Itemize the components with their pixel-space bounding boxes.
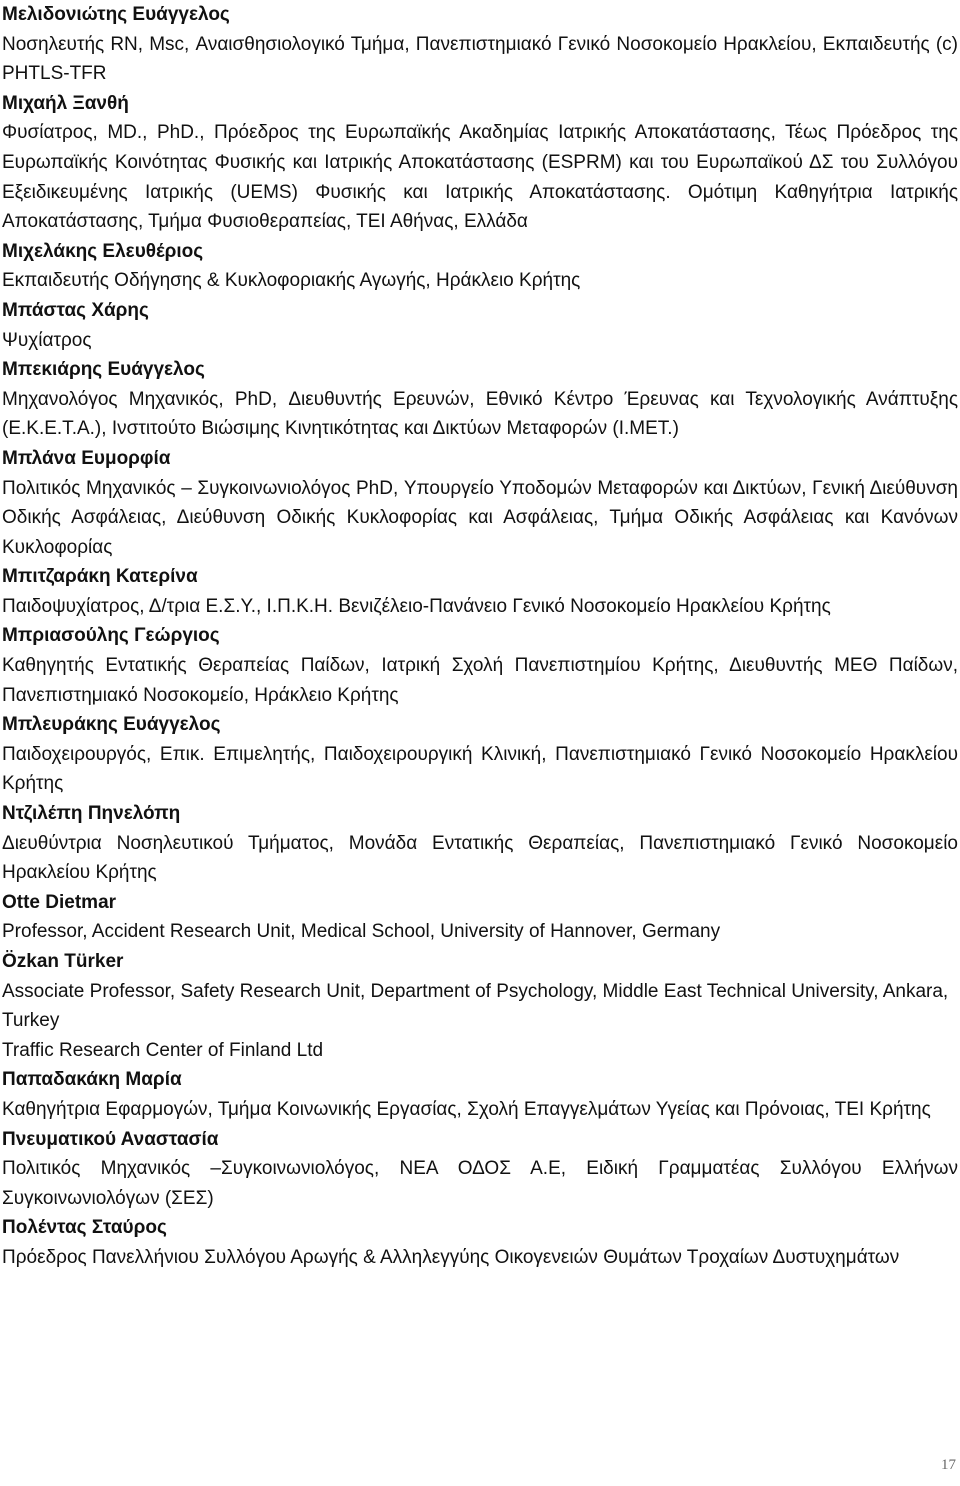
person-role: Μηχανολόγος Μηχανικός, PhD, Διευθυντής Ερευνών, Εθνικό Κέντρο Έρευνας και Τεχνολογικής Ανάπτυξης (Ε.Κ.Ε.Τ.Α.), Ινστιτούτο Βιώσιμης Κινητικότητας και Δικτύων Μεταφορών (Ι.ΜΕΤ.) [2, 388, 958, 440]
person-name: Μελιδονιώτης Ευάγγελος [2, 4, 230, 25]
person-entry [2, 710, 958, 799]
person-entry [2, 0, 958, 89]
person-role: Πολιτικός Μηχανικός –Συγκοινωνιολόγος, ΝΕΑ ΟΔΟΣ Α.Ε, Ειδική Γραμματέας Συλλόγου Ελλήνων Συγκοινωνιολόγων (ΣΕΣ) [2, 1158, 958, 1209]
person-name: Μιχελάκης Ελευθέριος [2, 240, 204, 262]
person-name: Πνευματικού Αναστασία [2, 1128, 219, 1150]
person-entry [2, 444, 958, 562]
person-role: Associate Professor, Safety Research Unit, Department of Psychology, Middle East Technical University, Ankara, Turkey [2, 980, 949, 1032]
person-role: Ψυχίατρος [2, 329, 92, 351]
person-role: Παιδοχειρουργός, Επικ. Επιμελητής, Παιδοχειρουργική Κλινική, Πανεπιστημιακό Γενικό Νοσοκομείο Ηρακλείου Κρήτης [2, 743, 958, 795]
person-role: Πολιτικός Μηχανικός – Συγκοινωνιολόγος PhD, Υπουργείο Υποδομών Μεταφορών και Δικτύων, Γενική Διεύθυνση Οδικής Ασφάλειας, Διεύθυνση Οδικής Κυκλοφορίας και Ασφάλειας, Τμήμα Οδικής Ασφάλειας και Κανόνων Κυκλοφορίας [2, 477, 958, 558]
person-entry [2, 355, 958, 444]
person-entry [2, 562, 958, 621]
document-body [2, 0, 958, 1273]
person-role: Professor, Accident Research Unit, Medical School, University of Hannover, Germany [2, 921, 721, 943]
person-role: Παιδοψυχίατρος, Δ/τρια Ε.Σ.Υ., Ι.Π.Κ.Η. Βενιζέλειο-Πανάνειο Γενικό Νοσοκομείο Ηρακλείου Κρήτης [2, 595, 831, 617]
person-name: Μπιτζαράκη Κατερίνα [2, 566, 198, 588]
person-role: Πρόεδρος Πανελλήνιου Συλλόγου Αρωγής & Αλληλεγγύης Οικογενειών Θυμάτων Τροχαίων Δυστυχημάτων [2, 1246, 900, 1268]
person-name: Πολέντας Σταύρος [2, 1217, 167, 1239]
person-role: Φυσίατρος, MD., PhD., Πρόεδρος της Ευρωπαϊκής Ακαδημίας Ιατρικής Αποκατάστασης, Τέως Πρόεδρος της Ευρωπαϊκής Κοινότητας Φυσικής και Ιατρικής Αποκατάστασης (ESPRM) και του Ευρωπαϊκού ΔΣ του Συλλόγου Εξειδικευμένης Ιατρικής (UEMS) Φυσικής και Ιατρικής Αποκατάστασης. Ομότιμη Καθηγήτρια Ιατρικής Αποκατάστασης, Τμήμα Φυσιοθεραπείας, ΤΕΙ Αθήνας, Ελλάδα [2, 122, 958, 233]
person-name: Μπεκιάρης Ευάγγελος [2, 359, 205, 381]
page-number: 17 [941, 1457, 956, 1473]
person-entry [2, 799, 958, 888]
person-entry [2, 296, 958, 355]
person-role: Διευθύντρια Νοσηλευτικού Τμήματος, Μονάδα Εντατικής Θεραπείας, Πανεπιστημιακό Γενικό Νοσοκομείο Ηρακλείου Κρήτης [2, 832, 958, 884]
person-role: Καθηγήτρια Εφαρμογών, Τμήμα Κοινωνικής Εργασίας, Σχολή Επαγγελμάτων Υγείας και Πρόνοιας, ΤΕΙ Κρήτης [2, 1098, 931, 1120]
person-role: Καθηγητής Εντατικής Θεραπείας Παίδων, Ιατρική Σχολή Πανεπιστημίου Κρήτης, Διευθυντής ΜΕΘ Παίδων, Πανεπιστημιακό Νοσοκομείο, Ηράκλειο Κρήτης [2, 655, 958, 706]
person-entry [2, 947, 958, 1065]
person-entry [2, 89, 958, 237]
person-entry [2, 621, 958, 710]
person-name: Μπριασούλης Γεώργιος [2, 625, 220, 647]
person-entry [2, 888, 958, 947]
person-role: Νοσηλευτής RN, Msc, Αναισθησιολογικό Τμήμα, Πανεπιστημιακό Γενικό Νοσοκομείο Ηρακλείου, Εκπαιδευτής (c) PHTLS-TFR [2, 33, 958, 85]
person-entry [2, 1213, 958, 1272]
person-role-secondary: Traffic Research Center of Finland Ltd [2, 1039, 324, 1061]
person-name: Μπάστας Χάρης [2, 299, 149, 321]
person-name: Otte Dietmar [2, 891, 117, 913]
person-name: Özkan Türker [2, 951, 124, 972]
person-entry [2, 237, 958, 296]
person-entry [2, 1125, 958, 1214]
person-role: Εκπαιδευτής Οδήγησης & Κυκλοφοριακής Αγωγής, Ηράκλειο Κρήτης [2, 270, 581, 292]
person-name: Παπαδακάκη Μαρία [2, 1069, 182, 1091]
person-name: Μπλάνα Ευμορφία [2, 447, 171, 469]
person-entry [2, 1065, 958, 1124]
person-name: Μπλευράκης Ευάγγελος [2, 714, 221, 736]
person-name: Μιχαήλ Ξανθή [2, 92, 129, 114]
person-name: Ντζιλέπη Πηνελόπη [2, 803, 181, 825]
